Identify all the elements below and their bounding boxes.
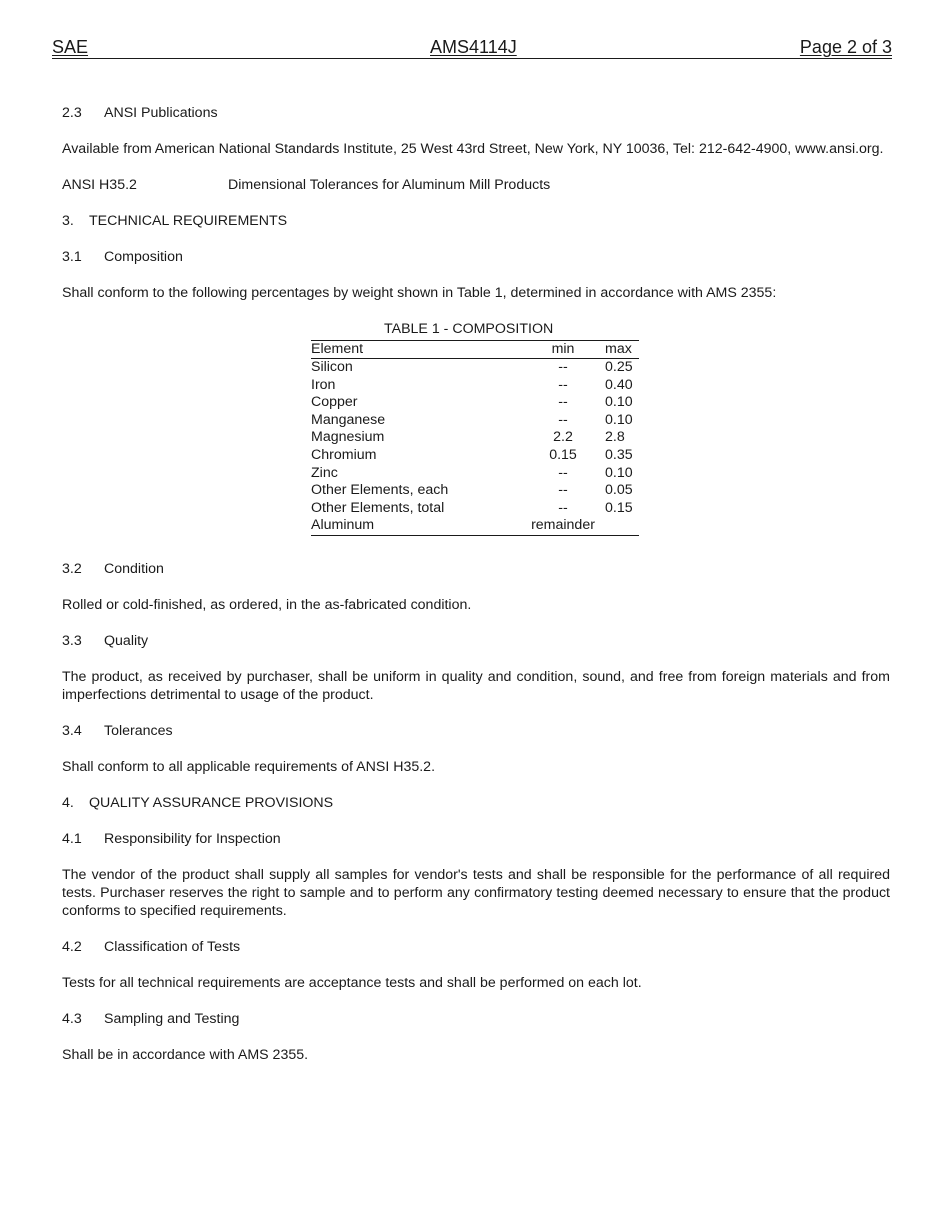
cell-element: Other Elements, total [311,499,445,516]
table-row [311,359,639,377]
section-4-3-text: Shall be in accordance with AMS 2355. [62,1047,309,1063]
section-3-2-text: Rolled or cold-finished, as ordered, in the as-fabricated condition. [62,597,472,613]
cell-element: Magnesium [311,429,385,446]
cell-element: Other Elements, each [311,482,449,499]
section-3-1-text: Shall conform to the following percentages by weight shown in Table 1, determined in accordance with AMS 2355: [62,285,777,301]
composition-table [311,340,639,536]
cell-max: 0.05 [605,482,633,499]
cell-min: 0.15 [549,446,577,463]
document-body [62,104,890,1082]
cell-element: Aluminum [311,517,375,534]
section-3-3-heading: 3.3 Quality [62,633,149,649]
cell-element: Zinc [311,464,338,481]
section-4-2-text: Tests for all technical requirements are acceptance tests and shall be performed on each lot. [62,975,642,991]
table-row [311,447,639,465]
section-4-1-text: The vendor of the product shall supply all samples for vendor's tests and shall be responsible for the performance of all required tests. Purchaser reserves the right to sample and to perform any confirmatory testing deemed necessary to ensure that the product conforms to specified requirements. [62,867,890,919]
section-3-2-heading: 3.2 Condition [62,561,164,577]
cell-min: -- [558,482,568,499]
table-row [311,377,639,395]
table-row [311,394,639,412]
section-4-2-heading: 4.2 Classification of Tests [62,939,241,955]
composition-table-block [62,320,890,542]
cell-min: -- [558,411,568,428]
cell-element: Manganese [311,411,386,428]
cell-max: 0.10 [605,411,633,428]
cell-element: Copper [311,394,358,411]
table-header-row [311,341,639,359]
column-header-element: Element [311,341,364,357]
table-title: TABLE 1 - COMPOSITION [384,321,554,337]
cell-max: 0.35 [605,446,633,463]
column-header-min: min [551,341,575,357]
section-2-3-heading: 2.3 ANSI Publications [62,105,218,121]
page-header [52,36,892,59]
cell-min: -- [558,394,568,411]
header-page-number: Page 2 of 3 [799,37,892,57]
header-doc-id: AMS4114J [430,37,517,57]
table-row [311,517,639,535]
cell-min: remainder [531,517,595,534]
cell-max: 0.40 [605,376,633,393]
cell-max [605,517,639,535]
cell-max: 0.25 [605,359,633,375]
section-4-heading: 4. QUALITY ASSURANCE PROVISIONS [62,795,334,811]
cell-min: -- [558,464,568,481]
table-row [311,429,639,447]
cell-max: 2.8 [605,429,625,446]
header-org: SAE [52,37,89,57]
cell-min: -- [558,359,568,375]
cell-min: -- [558,499,568,516]
section-3-heading: 3. TECHNICAL REQUIREMENTS [62,213,288,229]
section-4-3-heading: 4.3 Sampling and Testing [62,1011,240,1027]
cell-max: 0.10 [605,394,633,411]
cell-min: 2.2 [553,429,573,446]
ansi-reference-title: Dimensional Tolerances for Aluminum Mill Products [228,177,551,193]
column-header-max: max [605,341,632,357]
section-2-3-text: Available from American National Standards Institute, 25 West 43rd Street, New York, NY 10036, Tel: 212-642-4900, www.ansi.org. [62,141,884,157]
ansi-reference [62,176,890,194]
table-row [311,412,639,430]
cell-max: 0.10 [605,464,633,481]
cell-element: Silicon [311,359,353,375]
cell-element: Chromium [311,446,377,463]
cell-element: Iron [311,376,336,393]
section-3-1-heading: 3.1 Composition [62,249,183,265]
section-3-4-heading: 3.4 Tolerances [62,723,173,739]
table-row [311,465,639,483]
table-row [311,500,639,518]
cell-max: 0.15 [605,499,633,516]
ansi-reference-id: ANSI H35.2 [62,177,137,193]
section-4-1-heading: 4.1 Responsibility for Inspection [62,831,281,847]
section-3-3-text: The product, as received by purchaser, shall be uniform in quality and condition, sound, and free from foreign materials and from imperfections detrimental to usage of the product. [62,669,890,703]
section-3-4-text: Shall conform to all applicable requirements of ANSI H35.2. [62,759,436,775]
table-row [311,482,639,500]
cell-min: -- [558,376,568,393]
